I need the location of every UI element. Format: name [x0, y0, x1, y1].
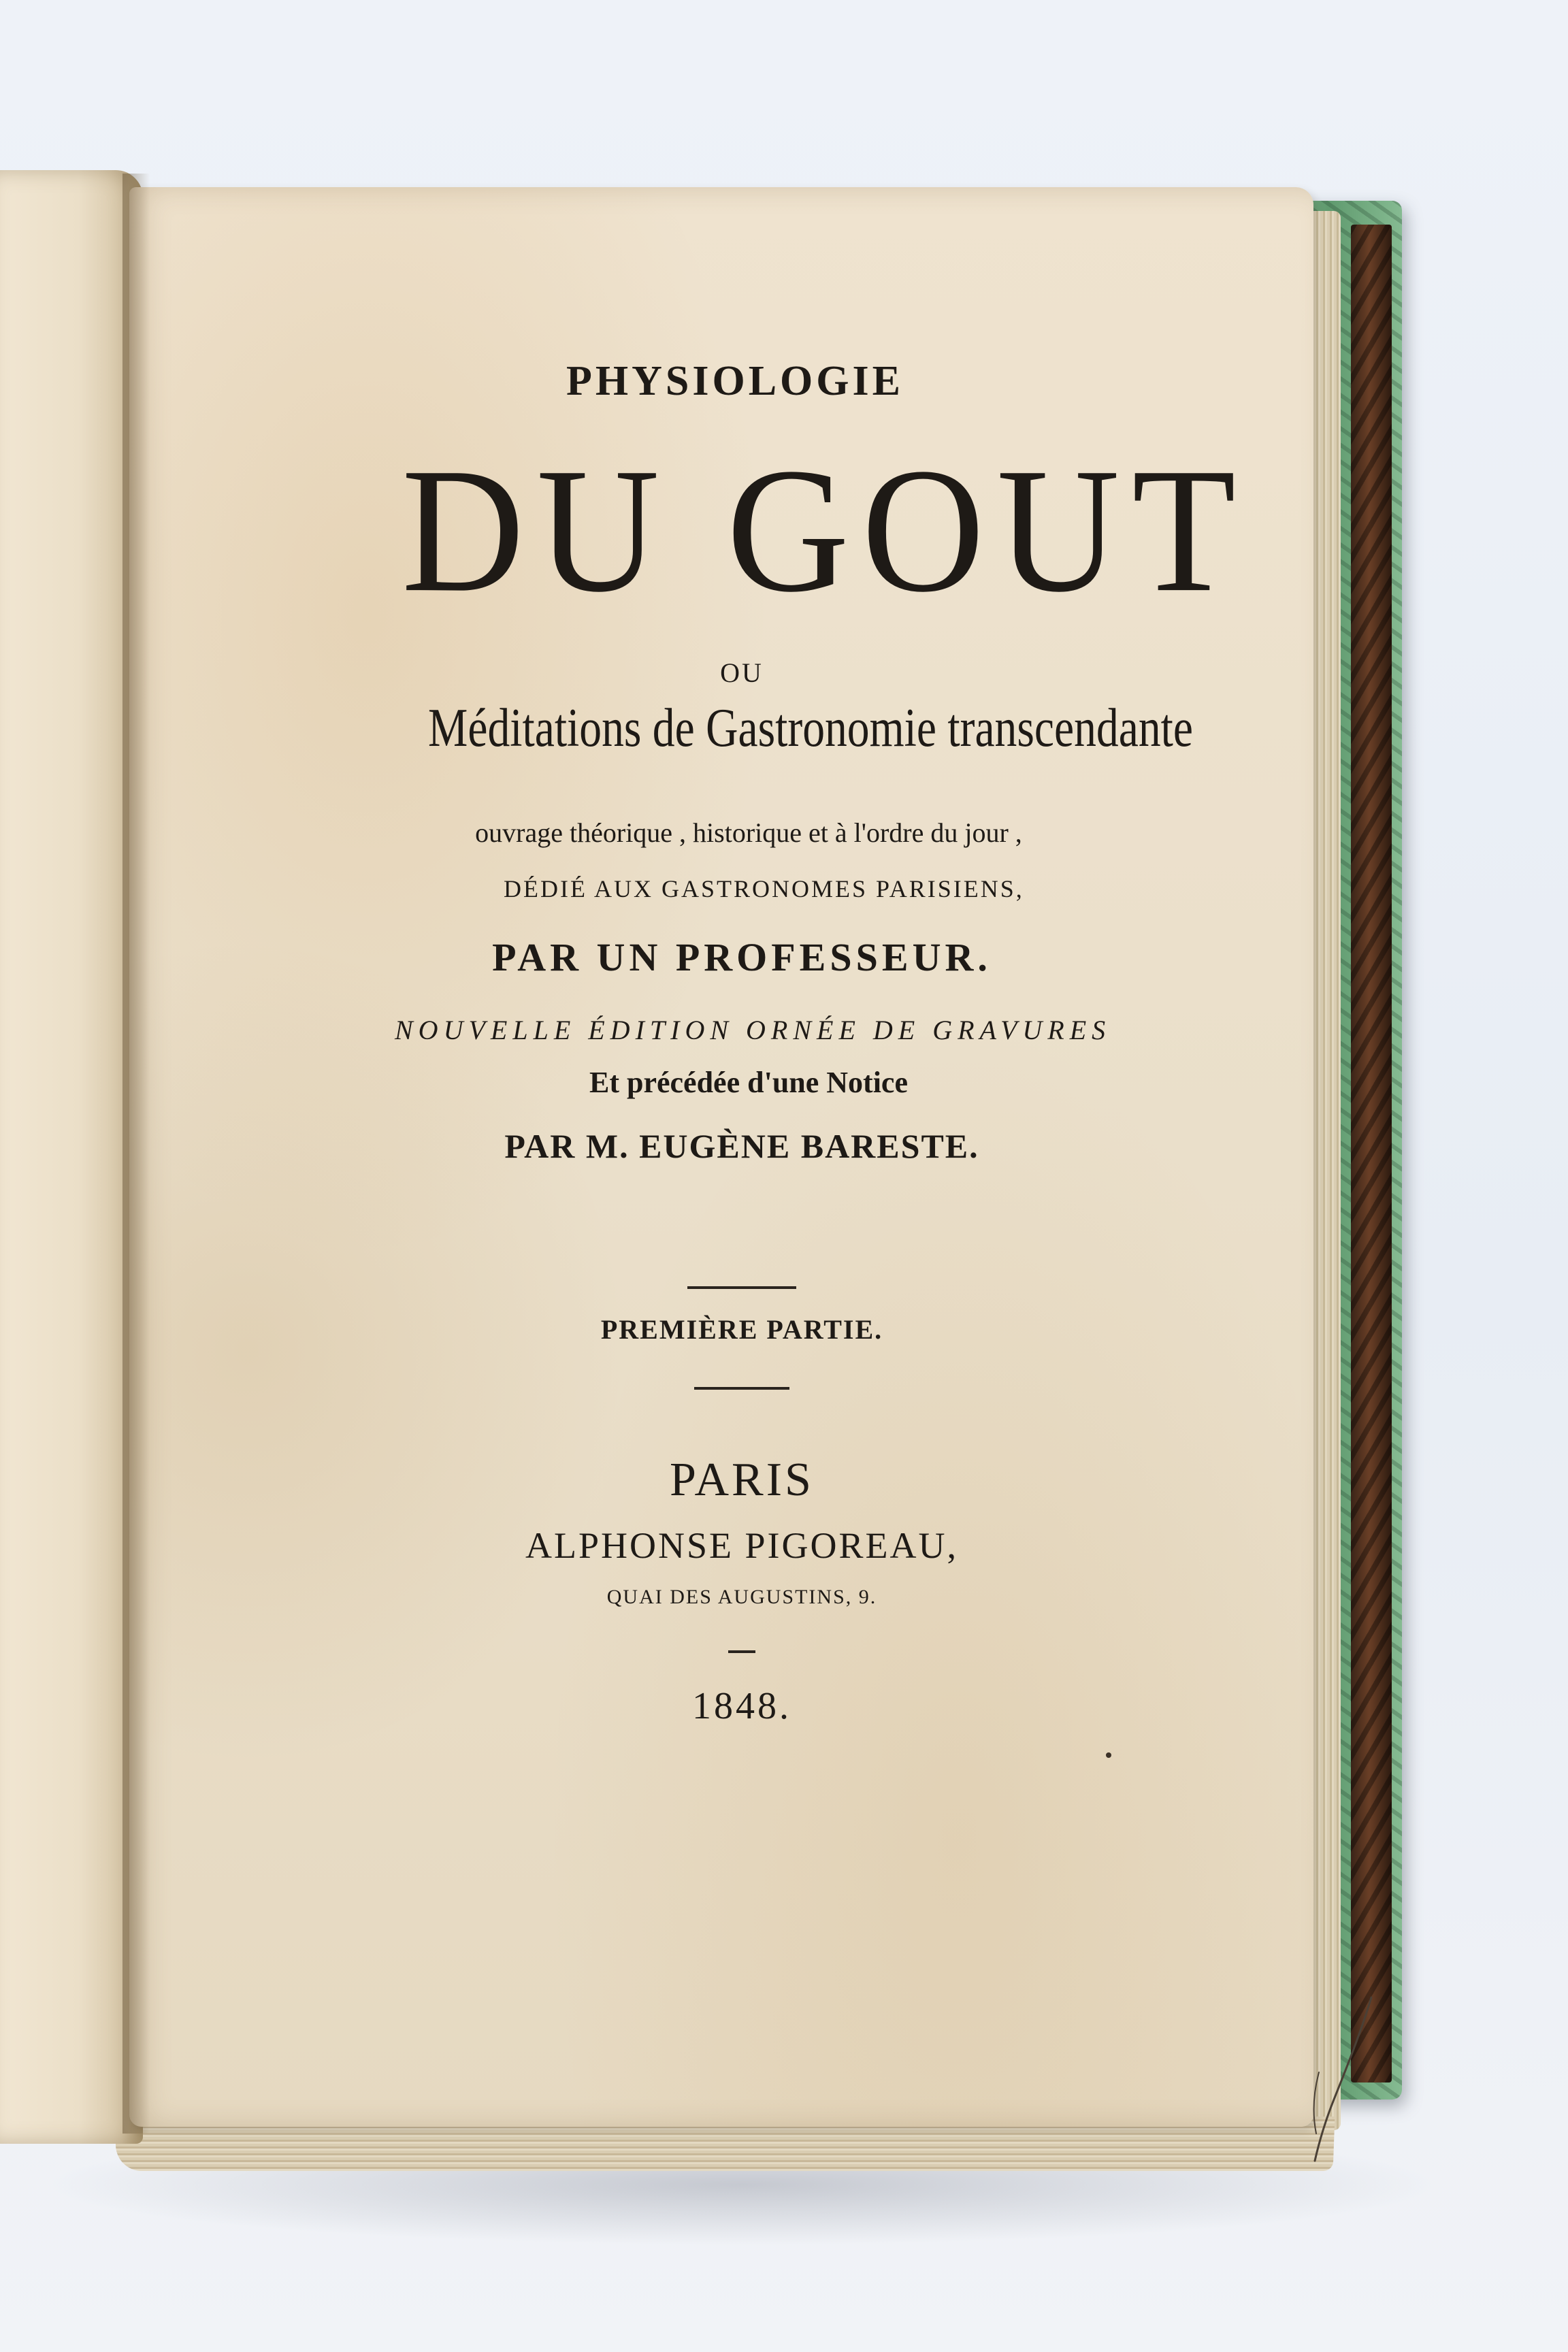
- description-line: ouvrage théorique , historique et à l'ordre du jour ,: [475, 817, 1022, 848]
- imprint-city: PARIS: [670, 1454, 814, 1506]
- title-page: [129, 187, 1313, 2127]
- divider-rule-top: [687, 1286, 796, 1289]
- dedication-line: DÉDIÉ AUX GASTRONOMES PARISIENS,: [504, 875, 1024, 902]
- edition-line: NOUVELLE ÉDITION ORNÉE DE GRAVURES: [395, 1015, 1111, 1045]
- part-line: PREMIÈRE PARTIE.: [600, 1314, 883, 1345]
- title-line-ou: OU: [720, 657, 764, 688]
- leather-spine: [1351, 225, 1392, 2082]
- left-facing-page: [0, 170, 143, 2144]
- notice-author-line: PAR M. EUGÈNE BARESTE.: [504, 1127, 979, 1165]
- subtitle-meditations: Méditations de Gastronomie transcendante: [428, 698, 1193, 758]
- main-title: DU GOUT: [402, 431, 1248, 630]
- imprint-address: QUAI DES AUGUSTINS, 9.: [606, 1586, 877, 1608]
- author-line: PAR UN PROFESSEUR.: [492, 935, 992, 979]
- imprint-year: 1848.: [692, 1685, 791, 1727]
- divider-rule-short: [728, 1650, 755, 1653]
- imprint-publisher: ALPHONSE PIGOREAU,: [525, 1525, 959, 1566]
- pencil-mark: [1307, 1991, 1382, 2168]
- divider-rule-bottom: [694, 1387, 789, 1390]
- gutter-shadow: [122, 174, 150, 2134]
- notice-line: Et précédée d'une Notice: [589, 1066, 908, 1099]
- ink-speck: [1106, 1752, 1111, 1758]
- title-line-physiologie: PHYSIOLOGIE: [566, 358, 904, 404]
